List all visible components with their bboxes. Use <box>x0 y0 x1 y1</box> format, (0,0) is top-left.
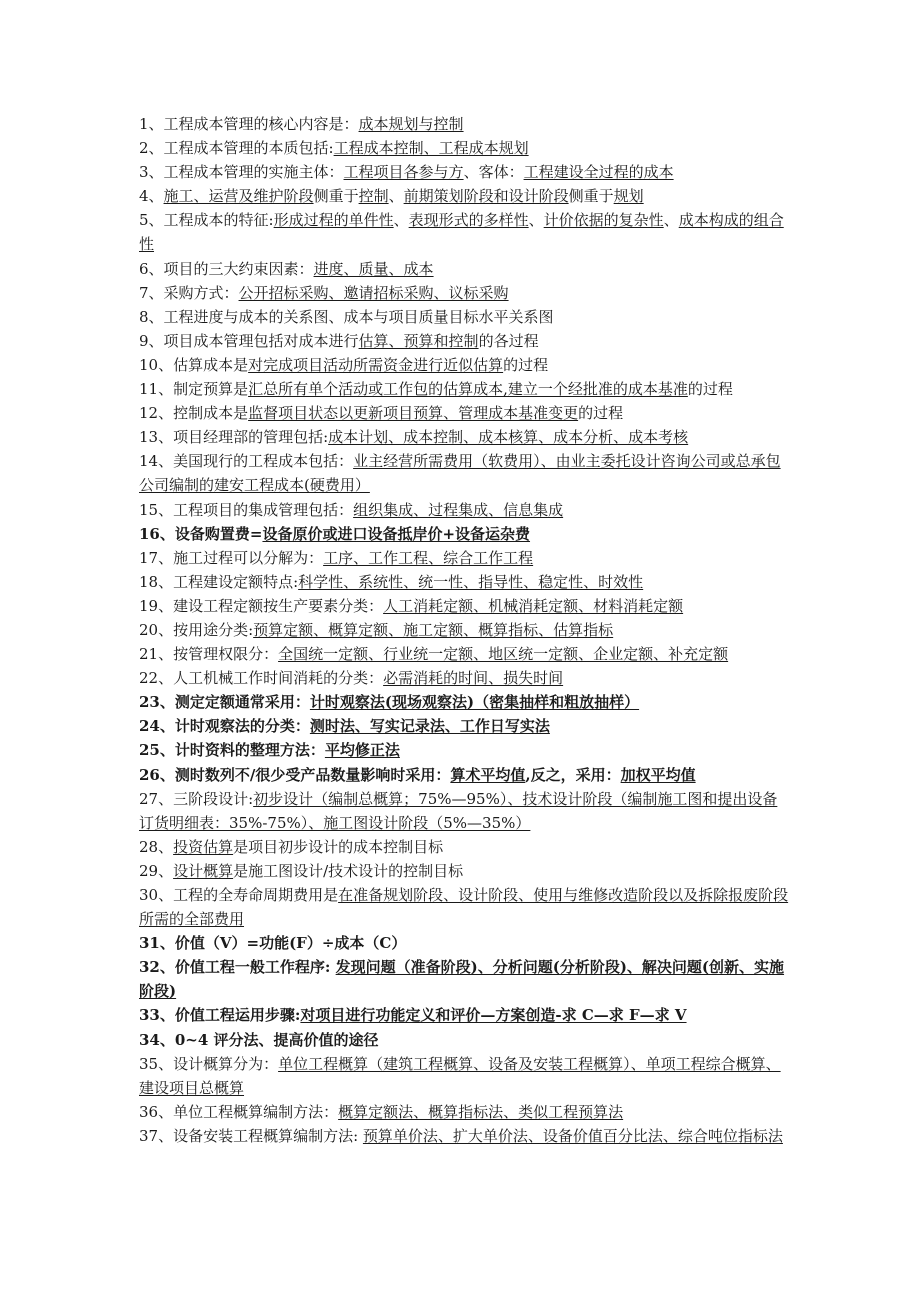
item-text: 18、工程建设定额特点: <box>139 572 299 591</box>
list-item <box>139 257 789 281</box>
list-item <box>139 184 789 208</box>
underlined-answer: 加权平均值 <box>620 765 696 784</box>
underlined-answer: 汇总所有单个活动或工作包的估算成本,建立一个经批准的成本基准 <box>248 380 688 399</box>
item-text: 20、按用途分类: <box>139 620 254 639</box>
list-item <box>139 931 789 955</box>
item-text: 15、工程项目的集成管理包括： <box>139 500 354 519</box>
list-item <box>139 112 789 136</box>
item-text: 、 <box>663 211 679 230</box>
item-text: 30、工程的全寿命周期费用是 <box>139 886 339 904</box>
item-text: 、客体： <box>463 163 524 182</box>
underlined-answer: 形成过程的单件性 <box>273 211 394 230</box>
list-item <box>139 498 789 522</box>
underlined-answer: 设计概算 <box>173 861 234 880</box>
item-text: 8、工程进度与成本的关系图、成本与项目质量目标水平关系图 <box>139 307 554 326</box>
list-item <box>139 1124 789 1148</box>
underlined-answer: 公开招标采购、邀请招标采购、议标采购 <box>238 283 509 302</box>
item-text: 侧重于 <box>568 187 614 206</box>
underlined-answer: 成本计划、成本控制、成本核算、成本分析、成本考核 <box>328 428 689 447</box>
underlined-answer: 表现形式的多样性 <box>408 211 529 230</box>
list-item <box>139 763 789 787</box>
underlined-answer: 预算单价法、扩大单价法、设备价值百分比法、综合吨位指标法 <box>362 1126 783 1145</box>
list-item <box>139 955 789 1003</box>
item-text: 的过程 <box>578 404 624 423</box>
item-text: 13、项目经理部的管理包括: <box>139 428 329 447</box>
item-text: 28、 <box>139 837 174 856</box>
item-text: 31、价值（V）=功能(F）÷成本（C） <box>139 934 407 953</box>
underlined-answer: 估算、预算和控制 <box>358 331 479 350</box>
item-text: 10、估算成本是 <box>139 355 249 374</box>
item-text: 37、设备安装工程概算编制方法: <box>139 1126 363 1145</box>
list-item <box>139 859 789 883</box>
underlined-answer: 测时法、写实记录法、工作日写实法 <box>309 717 550 736</box>
underlined-answer: 设备原价或进口设备抵岸价+设备运杂费 <box>262 524 531 543</box>
underlined-answer: 成本规划与控制 <box>358 115 464 133</box>
list-item <box>139 522 789 546</box>
list-item <box>139 1003 789 1027</box>
list-item <box>139 449 789 497</box>
underlined-answer: 成本构成的组合性 <box>139 211 784 254</box>
underlined-answer: 算术平均值 <box>450 765 526 784</box>
underlined-answer: 监督项目状态以更新项目预算、管理成本基准变更 <box>248 404 579 423</box>
underlined-answer: 工程建设全过程的成本 <box>523 163 674 182</box>
item-text: 33、价值工程运用步骤: <box>139 1006 301 1025</box>
underlined-answer: 科学性、系统性、统一性、指导性、稳定性、时效性 <box>298 572 644 591</box>
underlined-answer: 规划 <box>613 187 644 206</box>
list-item <box>139 208 789 256</box>
underlined-answer: 人工消耗定额、机械消耗定额、材料消耗定额 <box>383 596 684 615</box>
list-item <box>139 546 789 570</box>
list-item <box>139 1100 789 1124</box>
underlined-answer: 预算定额、概算定额、施工定额、概算指标、估算指标 <box>253 620 614 639</box>
item-text: 7、采购方式： <box>139 283 239 302</box>
item-text: 11、制定预算是 <box>139 380 249 399</box>
underlined-answer: 工序、工作工程、综合工作工程 <box>323 548 534 567</box>
item-text: 是施工图设计/技术设计的控制目标 <box>233 861 464 880</box>
item-text: 1、工程成本管理的核心内容是： <box>139 115 359 133</box>
list-item <box>139 666 789 690</box>
underlined-answer: 计时观察法(现场观察法)（密集抽样和粗放抽样） <box>309 693 640 712</box>
item-text: 21、按管理权限分： <box>139 645 279 664</box>
item-text: 29、 <box>139 861 174 880</box>
underlined-answer: 平均修正法 <box>324 741 400 760</box>
item-text: 2、工程成本管理的本质包括: <box>139 139 334 158</box>
underlined-answer: 全国统一定额、行业统一定额、地区统一定额、企业定额、补充定额 <box>278 645 729 664</box>
list-item <box>139 738 789 762</box>
item-text: 27、三阶段设计: <box>139 789 254 808</box>
item-text: 32、价值工程一般工作程序: <box>139 958 336 977</box>
item-text: 17、施工过程可以分解为： <box>139 548 324 567</box>
list-item <box>139 305 789 329</box>
item-text: 5、工程成本的特征: <box>139 211 274 230</box>
list-item <box>139 618 789 642</box>
underlined-answer: 前期策划阶段和设计阶段 <box>403 187 569 206</box>
underlined-answer: 计价依据的复杂性 <box>543 211 664 230</box>
item-text: ,反之，采用： <box>525 765 621 784</box>
underlined-answer: 工程项目各参与方 <box>343 163 464 182</box>
list-item <box>139 714 789 738</box>
item-text: 14、美国现行的工程成本包括： <box>139 452 354 471</box>
item-text: 3、工程成本管理的实施主体： <box>139 163 344 182</box>
underlined-answer: 业主经营所需费用（软费用）、由业主委托设计咨询公司或总承包公司编制的建安工程成本(硬费用） <box>139 452 781 495</box>
item-text: 36、单位工程概算编制方法： <box>139 1102 339 1121</box>
list-item <box>139 594 789 618</box>
list-item <box>139 787 789 835</box>
underlined-answer: 组织集成、过程集成、信息集成 <box>353 500 564 519</box>
list-item <box>139 835 789 859</box>
item-text: 16、设备购置费= <box>139 524 263 543</box>
list-item <box>139 570 789 594</box>
underlined-answer: 投资估算 <box>173 837 234 856</box>
underlined-answer: 必需消耗的时间、损失时间 <box>383 669 564 688</box>
list-item <box>139 1028 789 1052</box>
list-item <box>139 883 789 931</box>
underlined-answer: 工程成本控制、工程成本规划 <box>333 139 529 158</box>
list-item <box>139 642 789 666</box>
item-text: 是项目初步设计的成本控制目标 <box>233 837 444 856</box>
item-text: 34、0~4 评分法、提高价值的途径 <box>139 1030 379 1049</box>
item-text: 6、项目的三大约束因素： <box>139 259 314 278</box>
item-text: 9、项目成本管理包括对成本进行 <box>139 331 359 350</box>
underlined-answer: 单位工程概算（建筑工程概算、设备及安装工程概算）、单项工程综合概算、建设项目总概算 <box>139 1054 781 1097</box>
underlined-answer: 初步设计（编制总概算；75%—95%）、技术设计阶段（编制施工图和提出设备订货明细表：35%-75%）、施工图设计阶段（5%—35%） <box>139 789 778 832</box>
item-text: 侧重于 <box>313 187 359 206</box>
document-body <box>139 112 789 1148</box>
underlined-answer: 对项目进行功能定义和评价—方案创造-求 C—求 F—求 V <box>300 1006 687 1025</box>
item-text: 的过程 <box>687 380 733 399</box>
item-text: 26、测时数列不/很少受产品数量影响时采用： <box>139 765 451 784</box>
item-text: 23、测定定额通常采用： <box>139 693 310 712</box>
item-text: 的过程 <box>503 355 549 374</box>
item-text: 的各过程 <box>478 331 539 350</box>
list-item <box>139 281 789 305</box>
list-item <box>139 136 789 160</box>
underlined-answer: 施工、运营及维护阶段 <box>163 187 314 206</box>
list-item <box>139 329 789 353</box>
item-text: 、 <box>528 211 544 230</box>
item-text: 35、设计概算分为： <box>139 1054 279 1073</box>
list-item <box>139 401 789 425</box>
underlined-answer: 控制 <box>358 187 389 206</box>
item-text: 、 <box>393 211 409 230</box>
item-text: 12、控制成本是 <box>139 404 249 423</box>
list-item <box>139 425 789 449</box>
list-item <box>139 353 789 377</box>
list-item <box>139 1052 789 1100</box>
underlined-answer: 在准备规划阶段、设计阶段、使用与维修改造阶段以及拆除报废阶段所需的全部费用 <box>139 886 789 929</box>
list-item <box>139 160 789 184</box>
underlined-answer: 进度、质量、成本 <box>313 259 434 278</box>
item-text: 19、建设工程定额按生产要素分类： <box>139 596 384 615</box>
item-text: 22、人工机械工作时间消耗的分类： <box>139 669 384 688</box>
list-item <box>139 377 789 401</box>
item-text: 、 <box>388 187 404 206</box>
list-item <box>139 690 789 714</box>
item-text: 4、 <box>139 187 164 206</box>
underlined-answer: 对完成项目活动所需资金进行近似估算 <box>248 355 504 374</box>
underlined-answer: 概算定额法、概算指标法、类似工程预算法 <box>338 1102 624 1121</box>
item-text: 25、计时资料的整理方法： <box>139 741 325 760</box>
underlined-answer: 发现问题（准备阶段)、分析问题(分析阶段)、解决问题(创新、实施阶段) <box>139 958 785 1001</box>
item-text: 24、计时观察法的分类： <box>139 717 310 736</box>
